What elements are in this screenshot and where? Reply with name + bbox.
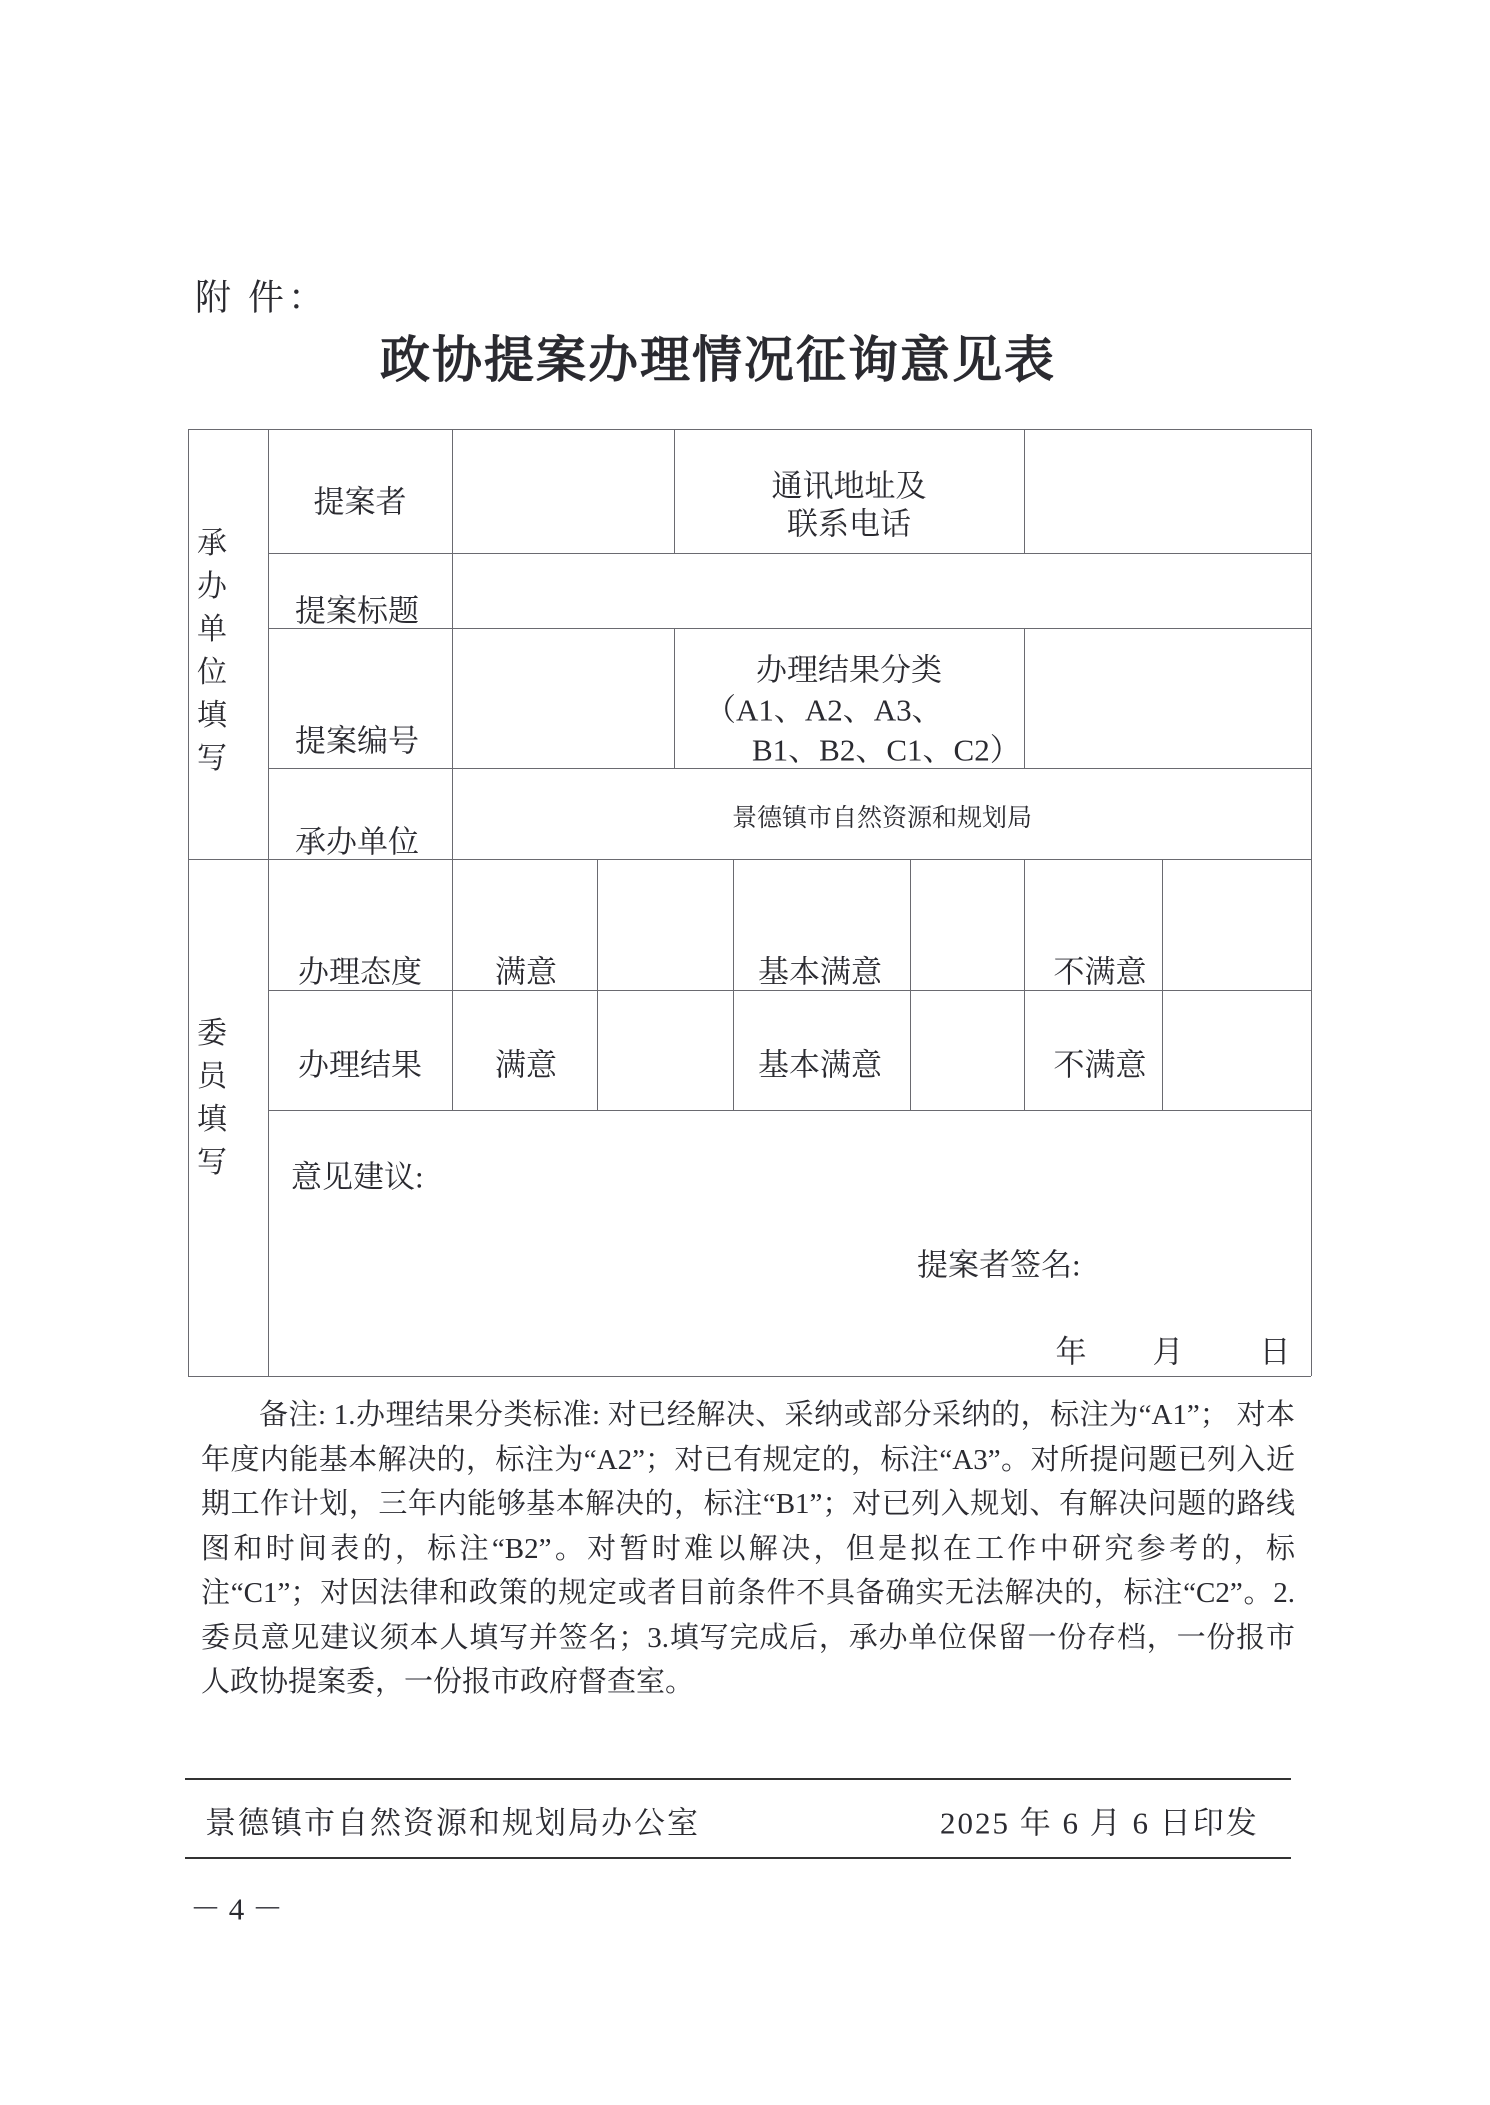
address-label-line2: 联系电话 [787,506,911,542]
result-unsatisfied: 不满意 [1053,1047,1147,1083]
section1-side-label: 承办单位填写 [197,527,227,775]
date-year: 年 [1055,1334,1087,1370]
result-category-line3: B1、B2、C1、C2） [752,732,1021,768]
opinion-label: 意见建议: [291,1159,424,1195]
proposal-title-label: 提案标题 [295,593,419,629]
signature-label: 提案者签名: [917,1247,1081,1283]
result-label: 办理结果 [298,1047,422,1083]
attitude-satisfied: 满意 [495,954,557,990]
attitude-label: 办理态度 [298,954,422,990]
date-day: 日 [1259,1334,1291,1370]
proposer-label: 提案者 [313,484,407,520]
page-number: － 4 － [190,1891,283,1927]
address-label-line1: 通讯地址及 [771,468,927,504]
attitude-basically-satisfied: 基本满意 [758,954,882,990]
date-month: 月 [1152,1334,1184,1370]
section2-side-label: 委员填写 [197,1017,227,1179]
footer-issue-date: 2025 年 6 月 6 日印发 [940,1805,1259,1841]
result-category-line2: （A1、A2、A3、 [705,692,943,728]
notes-paragraph: 备注: 1.办理结果分类标准: 对已经解决、采纳或部分采纳的，标注为“A1”； 对本年度内能基本解决的，标注为“A2”；对已有规定的，标注“A3”。对所提问题已列入近期工作计划，三年内能够基本解决的，标注“B1”；对已列入规划、有解决问题的路线图和时间表的，标注“B2”。对暂时难以解决，但是拟在工作中研究参考的，标注“C1”；对因法律和政策的规定或者目前条件不具备确实无法解决的，标注“C2”。2.委员意见建议须本人填写并签名；3.填写完成后，承办单位保留一份存档，一份报市人政协提案委，一份报市政府督查室。 [201,1399,1295,1698]
page-title: 政协提案办理情况征询意见表 [380,332,1056,388]
proposal-number-label: 提案编号 [295,723,419,759]
footer-top-rule [185,1778,1291,1780]
result-satisfied: 满意 [495,1047,557,1083]
attitude-unsatisfied: 不满意 [1053,954,1147,990]
footer-issuer: 景德镇市自然资源和规划局办公室 [205,1805,700,1841]
handling-unit-label: 承办单位 [295,824,419,860]
result-basically-satisfied: 基本满意 [758,1047,882,1083]
attachment-label: 附 件： [195,277,329,318]
handling-unit-value: 景德镇市自然资源和规划局 [731,805,1033,832]
result-category-line1: 办理结果分类 [756,652,942,688]
footer-bottom-rule [185,1857,1291,1859]
